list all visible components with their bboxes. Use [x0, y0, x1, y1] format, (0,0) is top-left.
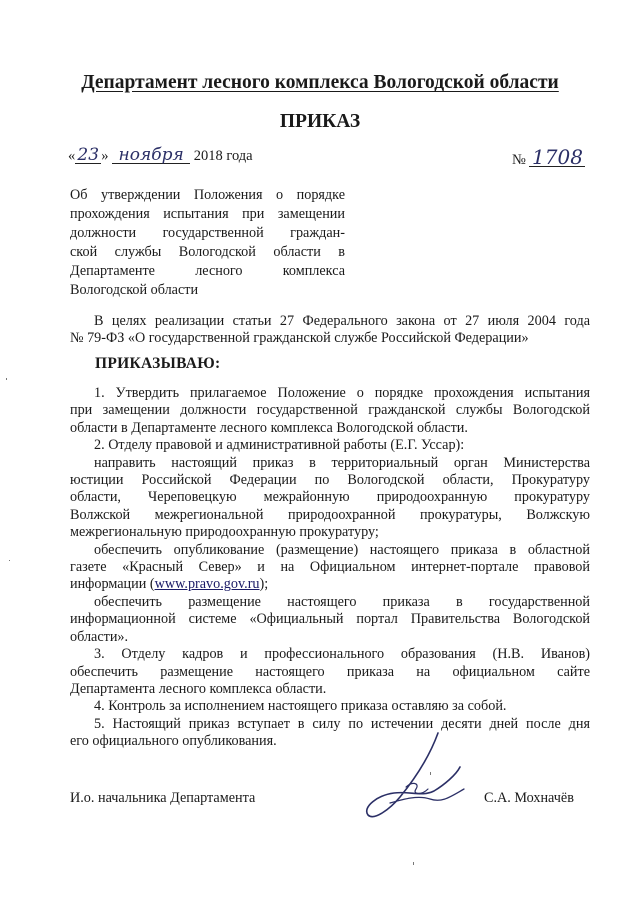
- preamble: [70, 313, 590, 348]
- organization-title: Департамент лесного комплекса Вологодской области: [81, 72, 559, 93]
- item-line: 3. Отделу кадров и профессионального образования (Н.В. Иванов): [94, 646, 590, 663]
- handwritten-signature: [360, 725, 500, 835]
- item-text: информации (: [70, 576, 155, 593]
- date-day-handwritten: 23: [75, 148, 101, 164]
- item-line: при замещении должности государственной гражданской службы Вологодской: [70, 402, 590, 419]
- item-line: Волжской межрегиональной природоохранной прокуратуры, Волжскую: [70, 506, 590, 523]
- item-line: межрегиональную природоохранную прокуратуру;: [70, 524, 379, 541]
- order-word: ПРИКАЗЫВАЮ:: [95, 355, 221, 372]
- order-date: [68, 145, 253, 165]
- signatory-position: И.о. начальника Департамента: [70, 790, 256, 806]
- preamble-line: № 79-ФЗ «О государственной гражданской службе Российской Федерации»: [70, 330, 529, 347]
- subject-line: Департаменте лесного комплекса: [70, 263, 345, 279]
- item-line: его официального опубликования.: [70, 733, 277, 750]
- document-type-title: ПРИКАЗ: [279, 111, 361, 132]
- item-line: газете «Красный Север» и на Официальном интернет-портале правовой: [70, 559, 590, 576]
- item-2-place: [70, 594, 590, 646]
- item-line: обеспечить опубликование (размещение) настоящего приказа в областной: [94, 541, 590, 558]
- item-line: области».: [70, 628, 129, 645]
- item-5: [70, 716, 590, 751]
- item-line: юстиции Российской Федерации по Вологодской области, Прокуратуру: [70, 472, 590, 489]
- number-handwritten: 1708: [529, 148, 585, 167]
- item-line: 1. Утвердить прилагаемое Положение о порядке прохождения испытания: [94, 385, 590, 401]
- item-line: информационной системе «Официальный портал Правительства Вологодской: [70, 611, 590, 628]
- item-3: [70, 646, 590, 698]
- item-line: области в Департаменте лесного комплекса Вологодской области.: [70, 419, 468, 436]
- scan-speck: [413, 862, 414, 865]
- date-open-quote: «: [68, 148, 76, 164]
- item-2: 2. Отделу правовой и административной работы (Е.Г. Уссар):: [94, 437, 465, 454]
- item-line: области, Череповецкую межрайонную природоохранную прокуратуру: [70, 489, 590, 506]
- date-year: 2018 года: [193, 148, 253, 164]
- item-line: направить настоящий приказ в территориальный орган Министерства: [94, 454, 590, 471]
- subject-line: прохождения испытания при замещении: [70, 206, 345, 222]
- order-number: [512, 145, 585, 169]
- item-line: Департамента лесного комплекса области.: [70, 680, 327, 697]
- item-line: 5. Настоящий приказ вступает в силу по истечении десяти дней после дня: [94, 715, 590, 732]
- subject-line: ской службы Вологодской области в: [70, 244, 345, 260]
- date-close-quote: »: [101, 148, 109, 164]
- subject-line: Вологодской области: [70, 282, 199, 298]
- order-subject: [70, 186, 345, 300]
- date-month-handwritten: ноября: [112, 148, 190, 164]
- order-items: [70, 385, 590, 751]
- subject-line: должности государственной граждан-: [70, 225, 345, 241]
- subject-line: Об утверждении Положения о порядке: [70, 187, 345, 203]
- item-line: обеспечить размещение настоящего приказа на официальном сайте: [70, 663, 590, 680]
- scan-speck: [9, 560, 10, 561]
- preamble-line: В целях реализации статьи 27 Федерального закона от 27 июля 2004 года: [94, 313, 590, 329]
- item-4: 4. Контроль за исполнением настоящего приказа оставляю за собой.: [94, 698, 507, 715]
- signatory-name: С.А. Мохначёв: [484, 790, 574, 806]
- item-1: [70, 385, 590, 437]
- item-2-send: [70, 455, 590, 542]
- scan-speck: [6, 378, 7, 380]
- item-line: [70, 576, 590, 593]
- item-line: обеспечить размещение настоящего приказа в государственной: [94, 593, 590, 610]
- item-2-publish: [70, 542, 590, 594]
- scan-speck: [430, 772, 431, 775]
- number-sign: №: [512, 152, 526, 168]
- item-text: );: [259, 576, 269, 593]
- pravo-gov-link[interactable]: www.pravo.gov.ru: [154, 576, 260, 593]
